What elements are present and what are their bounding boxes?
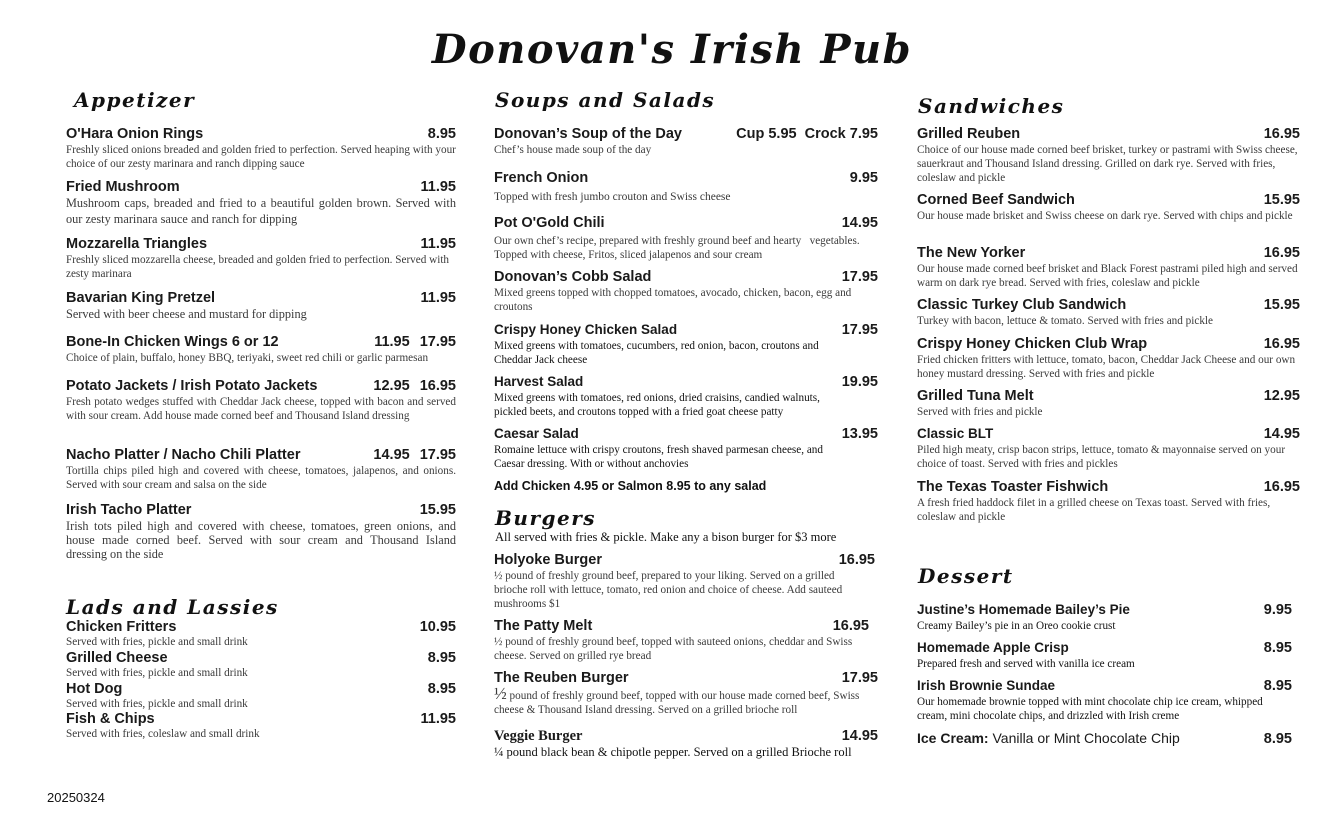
dessert-heading: Dessert xyxy=(918,564,1014,588)
item-description: ½ pound of freshly ground beef, topped with our house made corned beef, Swiss cheese & Thousand Island dressing. Served on a grilled brioche roll xyxy=(494,684,860,717)
item-name: The Reuben Burger xyxy=(494,670,629,686)
item-price: 14.95 xyxy=(841,728,878,744)
menu-item xyxy=(917,245,1300,290)
item-name: Pot O'Gold Chili xyxy=(494,215,605,231)
menu-item xyxy=(66,681,456,711)
menu-item xyxy=(494,426,878,471)
item-description: Served with fries, coleslaw and small drink xyxy=(66,728,260,740)
item-description: Choice of plain, buffalo, honey BBQ, teriyaki, sweet red chili or garlic parmesan xyxy=(66,352,429,364)
menu-item xyxy=(917,297,1300,328)
item-price: 14.95 17.95 xyxy=(373,447,456,463)
item-price: 16.95 xyxy=(1263,245,1300,261)
menu-item xyxy=(66,334,456,365)
item-name: French Onion xyxy=(494,170,589,186)
menu-item xyxy=(66,711,456,741)
menu-item xyxy=(494,728,878,759)
item-description: Choice of our house made corned beef brisket, turkey or pastrami with Swiss cheese, sauerkraut and Thousand Island dressing. Grilled on dark rye. Served with fries, coleslaw and pickle xyxy=(917,144,1298,185)
item-description: Served with fries and pickle xyxy=(917,406,1043,418)
item-price: 8.95 xyxy=(1263,731,1292,747)
item-description: Served with fries, pickle and small drink xyxy=(66,667,248,679)
item-name: Grilled Cheese xyxy=(66,650,168,666)
item-description: ½ pound of freshly ground beef, prepared to your liking. Served on a grilled brioche roll with lettuce, tomato, red onion and choice of cheese. Add sauteed mushrooms $1 xyxy=(494,570,843,611)
item-price: 15.95 xyxy=(419,502,456,518)
item-description: Fresh potato wedges stuffed with Cheddar Jack cheese, topped with bacon and served with sour cream. Add house made corned beef and Thousand Island dressing xyxy=(66,396,456,423)
menu-item xyxy=(66,619,456,649)
item-description: Our own chef’s recipe, prepared with freshly ground beef and hearty vegetables. Topped with cheese, Fritos, sliced jalapenos and sour cream xyxy=(494,235,863,262)
item-name: Homemade Apple Crisp xyxy=(917,640,1069,655)
menu-item xyxy=(494,670,878,717)
item-description: Our house made corned beef brisket and Black Forest pastrami piled high and served warm on dark rye bread. Served with fries, coleslaw and pickle xyxy=(917,263,1298,290)
menu-item xyxy=(494,374,878,419)
date-stamp: 20250324 xyxy=(47,790,105,805)
item-price: 19.95 xyxy=(841,374,878,390)
menu-item xyxy=(917,336,1300,381)
item-description: ½ pound of freshly ground beef, topped with sauteed onions, cheddar and Swiss cheese. Served on grilled rye bread xyxy=(494,636,853,663)
menu-item xyxy=(66,179,456,227)
item-description: Prepared fresh and served with vanilla ice cream xyxy=(917,658,1135,670)
item-price: 16.95 xyxy=(1263,479,1300,495)
item-name: Hot Dog xyxy=(66,681,123,697)
item-name: The New Yorker xyxy=(917,245,1026,261)
item-name: O'Hara Onion Rings xyxy=(66,126,204,142)
menu-item xyxy=(917,426,1300,471)
menu-item xyxy=(494,552,878,612)
item-name: Justine’s Homemade Bailey’s Pie xyxy=(917,602,1130,617)
item-price: 17.95 xyxy=(841,670,878,686)
menu-item xyxy=(494,215,878,262)
menu-item xyxy=(917,730,1292,747)
item-description: Topped with fresh jumbo crouton and Swiss cheese xyxy=(494,191,731,203)
item-name: The Texas Toaster Fishwich xyxy=(917,479,1109,495)
menu-item xyxy=(917,479,1300,524)
menu-item xyxy=(917,602,1292,633)
item-price: 8.95 xyxy=(427,681,456,697)
item-price: 10.95 xyxy=(419,619,456,635)
item-description: Piled high meaty, crisp bacon strips, lettuce, tomato & mayonnaise served on your choice of toast. Served with fries and pickles xyxy=(917,444,1286,471)
menu-item xyxy=(494,170,878,204)
item-description: Our house made brisket and Swiss cheese on dark rye. Served with chips and pickle xyxy=(917,210,1293,222)
menu-item xyxy=(917,126,1300,186)
item-name: Ice Cream: Vanilla or Mint Chocolate Chip xyxy=(917,730,1180,746)
item-name: Harvest Salad xyxy=(494,374,584,389)
item-name: Fish & Chips xyxy=(66,711,155,727)
item-name: The Patty Melt xyxy=(494,618,593,634)
item-name: Grilled Tuna Melt xyxy=(917,388,1034,404)
item-name: Fried Mushroom xyxy=(66,179,180,195)
menu-item xyxy=(494,126,878,157)
item-price: 16.95 xyxy=(1263,336,1300,352)
item-name: Classic BLT xyxy=(917,426,994,441)
burgers-heading: Burgers xyxy=(495,506,596,530)
item-description: Chef’s house made soup of the day xyxy=(494,144,652,156)
item-price: 12.95 xyxy=(1263,388,1300,404)
item-description: Mixed greens with tomatoes, cucumbers, red onion, bacon, croutons and Cheddar Jack cheese xyxy=(494,340,819,367)
item-name: Classic Turkey Club Sandwich xyxy=(917,297,1127,313)
item-description: Served with fries, pickle and small drink xyxy=(66,636,248,648)
item-price: 17.95 xyxy=(841,269,878,285)
menu-item xyxy=(66,502,456,562)
item-name: Donovan’s Cobb Salad xyxy=(494,269,652,285)
item-price: 16.95 xyxy=(832,618,869,634)
item-name: Bavarian King Pretzel xyxy=(66,290,216,306)
item-price: 8.95 xyxy=(1263,678,1292,694)
item-name: Mozzarella Triangles xyxy=(66,236,208,252)
item-price: 15.95 xyxy=(1263,192,1300,208)
sandwiches-heading: Sandwiches xyxy=(918,94,1065,118)
item-description: Served with fries, pickle and small drink xyxy=(66,698,248,710)
menu-item xyxy=(66,236,456,281)
item-price: 8.95 xyxy=(1263,640,1292,656)
item-description: Romaine lettuce with crispy croutons, fresh shaved parmesan cheese, and Caesar dressing. With or without anchovies xyxy=(494,444,823,471)
item-description: Tortilla chips piled high and covered with cheese, tomatoes, jalapenos, and onions. Served with sour cream and salsa on the side xyxy=(66,465,456,492)
item-name: Crispy Honey Chicken Club Wrap xyxy=(917,336,1148,352)
item-price: 11.95 xyxy=(420,179,456,195)
item-price: 14.95 xyxy=(841,215,878,231)
item-price: 11.95 xyxy=(420,290,456,306)
menu-item xyxy=(66,447,456,492)
item-name: Crispy Honey Chicken Salad xyxy=(494,322,678,337)
menu-item xyxy=(917,678,1292,723)
item-price: 15.95 xyxy=(1263,297,1300,313)
item-price: Cup 5.95 Crock 7.95 xyxy=(736,126,878,142)
item-price: 8.95 xyxy=(427,650,456,666)
item-price: 9.95 xyxy=(1263,602,1292,618)
item-description: Fried chicken fritters with lettuce, tomato, bacon, Cheddar Jack Cheese and our own honey mustard dressing. Served with fries and pickle xyxy=(917,354,1296,381)
menu-item xyxy=(494,322,878,367)
item-name: Irish Brownie Sundae xyxy=(917,678,1056,693)
item-description: A fresh fried haddock filet in a grilled cheese on Texas toast. Served with fries, coleslaw and pickle xyxy=(917,497,1271,524)
item-name: Chicken Fritters xyxy=(66,619,177,635)
menu-item xyxy=(917,192,1300,223)
menu-item xyxy=(66,126,456,171)
item-price: 11.95 17.95 xyxy=(374,334,456,350)
item-description: ¼ pound black bean & chipotle pepper. Served on a grilled Brioche roll xyxy=(494,745,852,759)
item-description: Mushroom caps, breaded and fried to a beautiful golden brown. Served with our zesty marinara sauce and ranch for dipping xyxy=(66,196,456,226)
item-name: Caesar Salad xyxy=(494,426,579,441)
item-price: 12.95 16.95 xyxy=(373,378,456,394)
menu-item xyxy=(66,378,456,423)
menu-item xyxy=(494,618,878,663)
item-description: Creamy Bailey’s pie in an Oreo cookie crust xyxy=(917,620,1116,632)
menu-item xyxy=(917,388,1300,419)
item-name: Nacho Platter / Nacho Chili Platter xyxy=(66,447,301,463)
item-description: Turkey with bacon, lettuce & tomato. Served with fries and pickle xyxy=(917,315,1213,327)
soups-heading: Soups and Salads xyxy=(495,88,716,112)
page-title: Donovan's Irish Pub xyxy=(431,26,913,73)
item-price: 16.95 xyxy=(1263,126,1300,142)
item-name: Irish Tacho Platter xyxy=(66,502,192,518)
item-name: Veggie Burger xyxy=(494,728,583,744)
item-price: 14.95 xyxy=(1263,426,1300,442)
item-description: Mixed greens topped with chopped tomatoes, avocado, chicken, bacon, egg and croutons xyxy=(494,287,852,314)
item-description: Our homemade brownie topped with mint chocolate chip ice cream, whipped cream, mini chocolate chips, and drizzled with Irish creme xyxy=(917,696,1263,723)
item-description: Served with beer cheese and mustard for dipping xyxy=(66,307,307,321)
item-price: 17.95 xyxy=(841,322,878,338)
item-price: 8.95 xyxy=(427,126,456,142)
appetizer-heading: Appetizer xyxy=(74,88,196,112)
item-price: 11.95 xyxy=(420,236,456,252)
lads-heading: Lads and Lassies xyxy=(66,595,279,619)
item-name: Grilled Reuben xyxy=(917,126,1021,142)
item-price: 11.95 xyxy=(420,711,456,727)
item-price: 16.95 xyxy=(838,552,875,568)
menu-item xyxy=(917,640,1292,671)
item-description: Freshly sliced mozzarella cheese, breaded and golden fried to perfection. Served with zesty marinara xyxy=(66,254,450,281)
burgers-note: All served with fries & pickle. Make any a bison burger for $3 more xyxy=(495,530,837,544)
item-price: 13.95 xyxy=(841,426,878,442)
menu-item xyxy=(66,290,456,321)
item-name: Bone-In Chicken Wings 6 or 12 xyxy=(66,334,279,350)
item-name: Donovan’s Soup of the Day xyxy=(494,126,682,142)
item-description: Irish tots piled high and covered with cheese, tomatoes, green onions, and house made corned beef. Served with sour cream and Thousand Island dressing on the side xyxy=(66,519,456,562)
item-name: Holyoke Burger xyxy=(494,552,602,568)
menu-item xyxy=(66,650,456,680)
item-name: Corned Beef Sandwich xyxy=(917,192,1075,208)
item-description: Freshly sliced onions breaded and golden fried to perfection. Served heaping with your choice of our zesty marinara and ranch dipping sauce xyxy=(66,144,456,171)
menu-item xyxy=(494,269,878,314)
salad-addon-note: Add Chicken 4.95 or Salmon 8.95 to any salad xyxy=(494,479,767,493)
item-price: 9.95 xyxy=(849,170,878,186)
item-description: Mixed greens with tomatoes, red onions, dried craisins, candied walnuts, pickled beets, and croutons topped with a fried goat cheese patty xyxy=(494,392,820,419)
item-name: Potato Jackets / Irish Potato Jackets xyxy=(66,378,318,394)
